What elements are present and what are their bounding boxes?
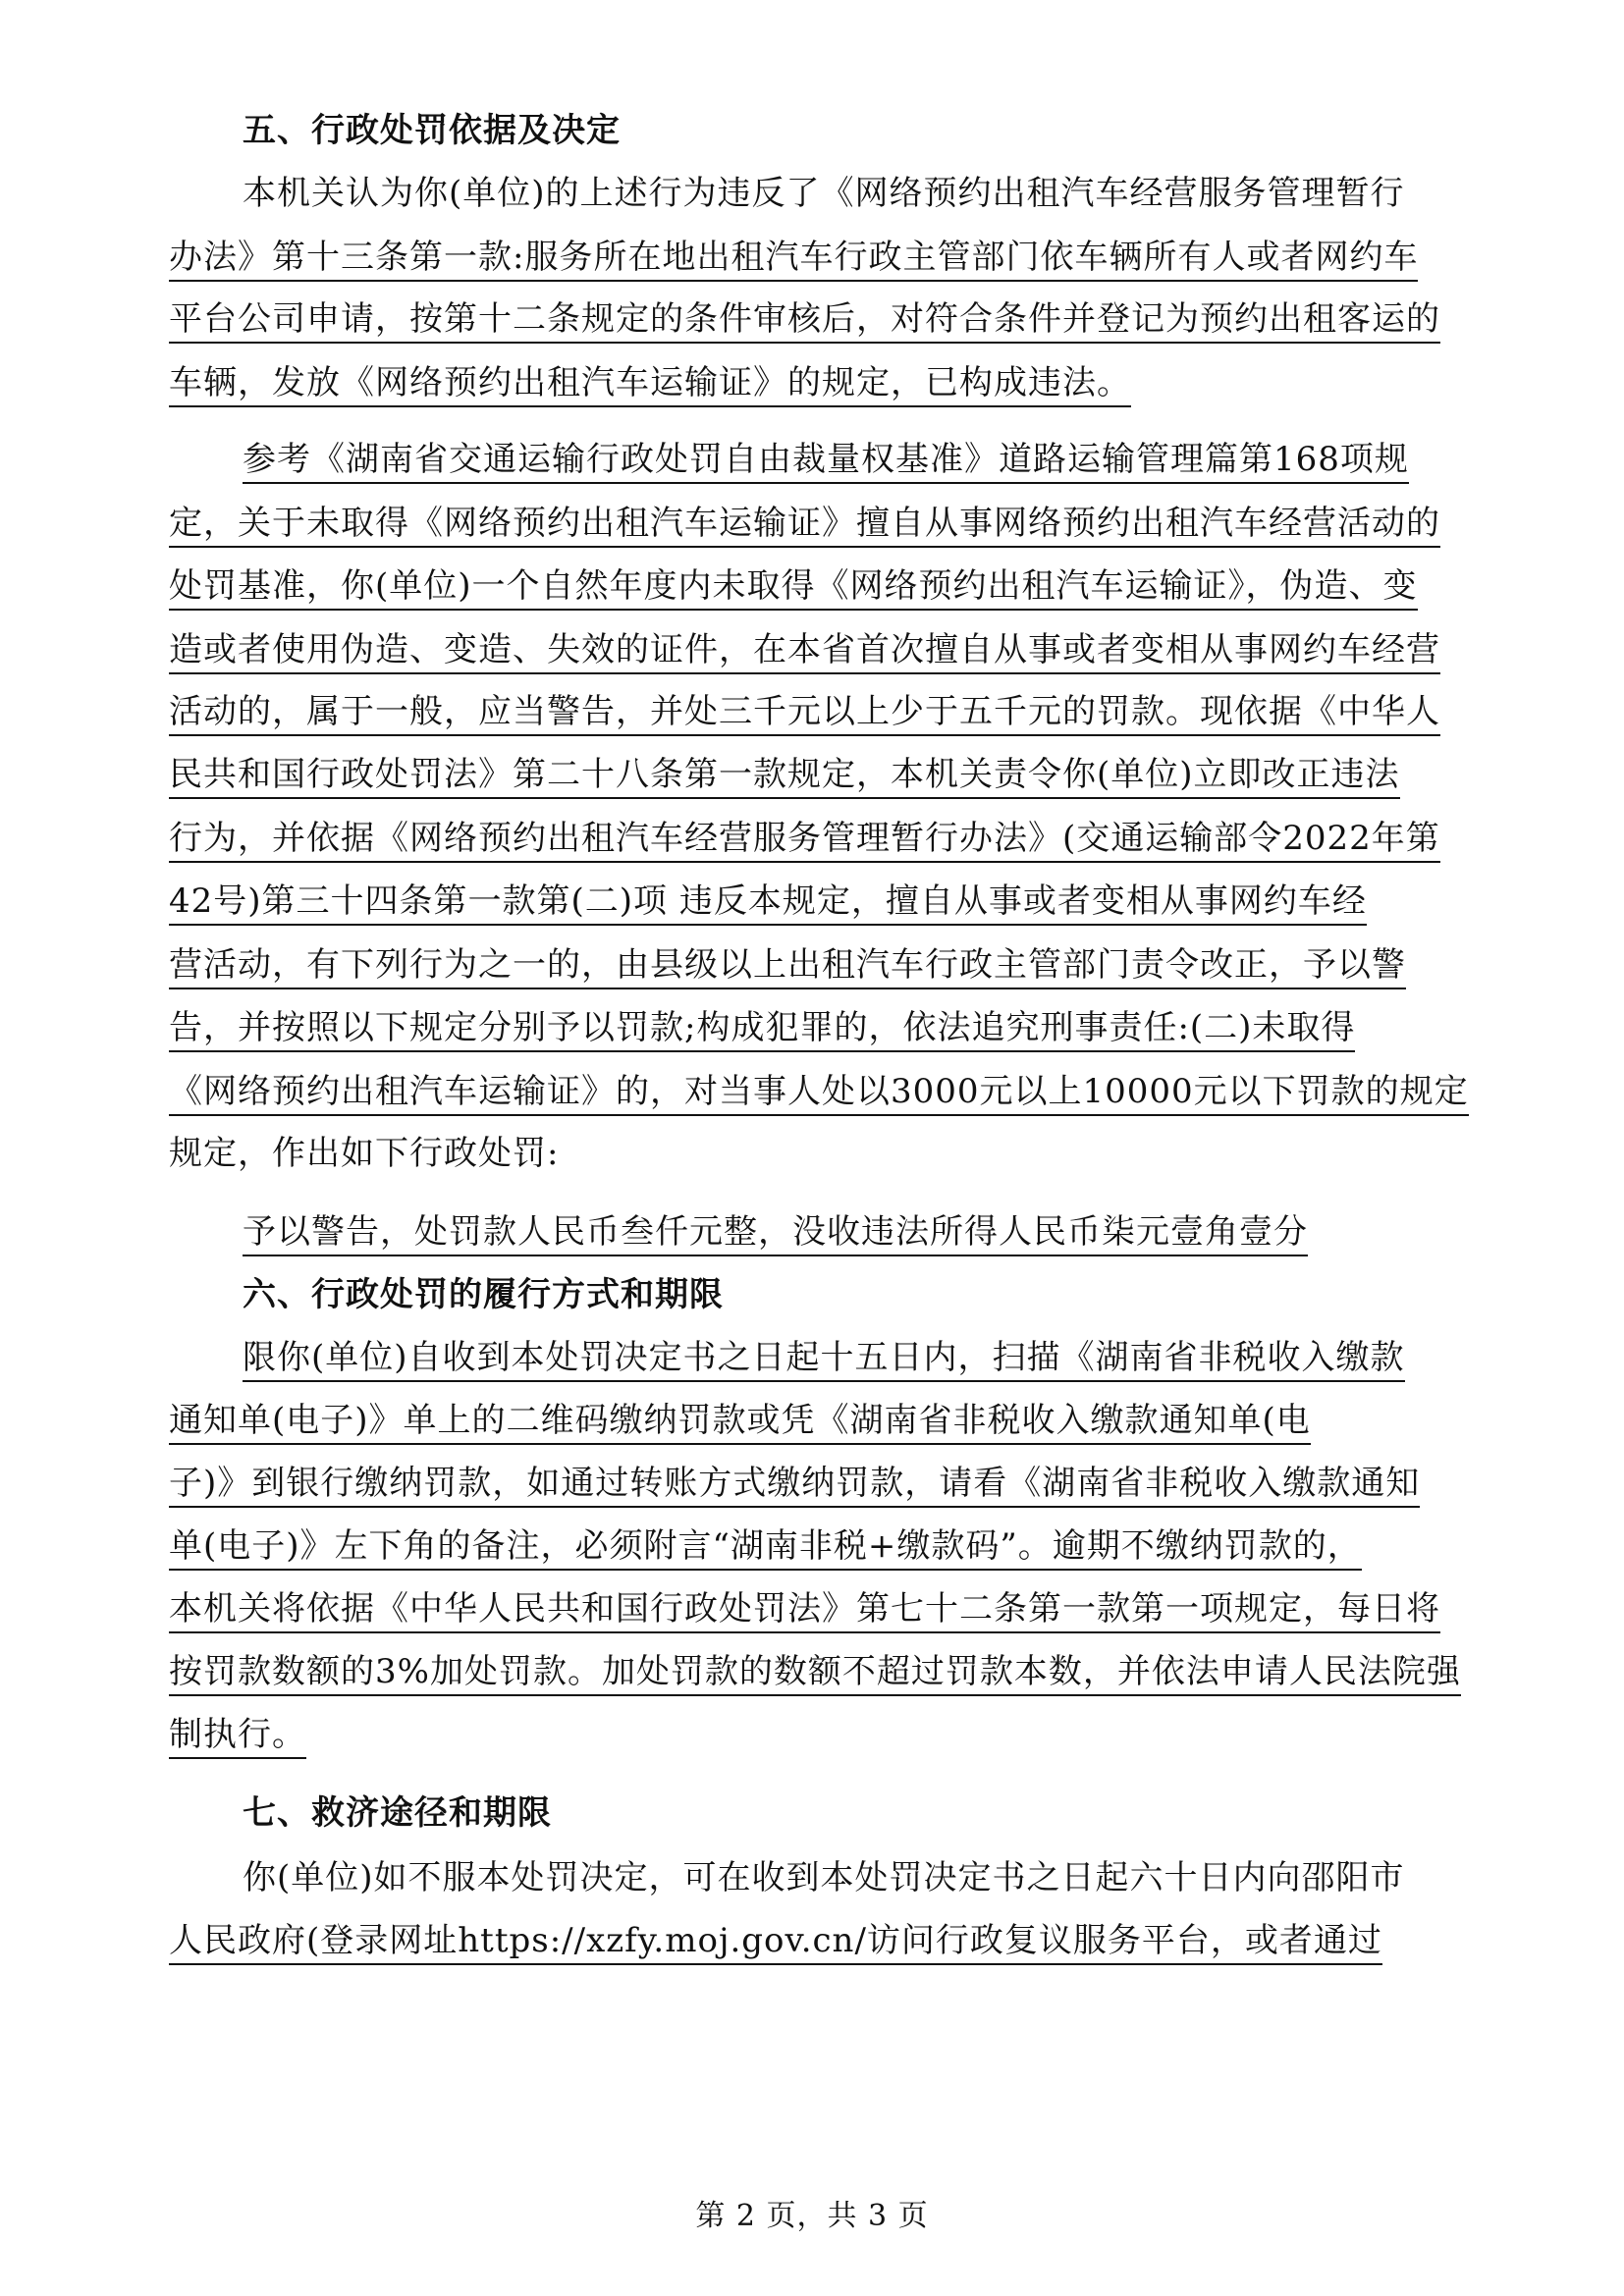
text-line: 按罚款数额的3%加处罚款。加处罚款的数额不超过罚款本数，并依法申请人民法院强	[169, 1647, 1461, 1696]
page-number: 第 2 页，共 3 页	[695, 2199, 929, 2233]
section-heading: 六、行政处罚的履行方式和期限	[243, 1275, 724, 1314]
text-line: 本机关将依据《中华人民共和国行政处罚法》第七十二条第一款第一项规定，每日将	[169, 1584, 1440, 1633]
text-line: 限你(单位)自收到本处罚决定书之日起十五日内，扫描《湖南省非税收入缴款	[243, 1333, 1405, 1382]
penalty-decision: 予以警告，处罚款人民币叁仟元整，没收违法所得人民币柒元壹角壹分	[243, 1207, 1308, 1256]
text-line: 民共和国行政处罚法》第二十八条第一款规定，本机关责令你(单位)立即改正违法	[169, 750, 1400, 799]
text-line: 人民政府(登录网址https://xzfy.moj.gov.cn/访问行政复议服务平台，或者通过	[169, 1916, 1382, 1965]
text-line: 营活动，有下列行为之一的，由县级以上出租汽车行政主管部门责令改正，予以警	[169, 940, 1406, 989]
text-line: 《网络预约出租汽车运输证》的，对当事人处以3000元以上10000元以下罚款的规定	[169, 1067, 1469, 1116]
text-line: 子)》到银行缴纳罚款，如通过转账方式缴纳罚款，请看《湖南省非税收入缴款通知	[169, 1459, 1420, 1508]
text-line: 制执行。	[169, 1710, 306, 1759]
text-line: 本机关认为你(单位)的上述行为违反了《网络预约出租汽车经营服务管理暂行	[243, 174, 1405, 213]
text-line: 活动的，属于一般，应当警告，并处三千元以上少于五千元的罚款。现依据《中华人	[169, 687, 1440, 736]
text-line: 行为，并依据《网络预约出租汽车经营服务管理暂行办法》(交通运输部令2022年第	[169, 814, 1440, 863]
text-line: 你(单位)如不服本处罚决定，可在收到本处罚决定书之日起六十日内向邵阳市	[243, 1858, 1405, 1897]
section-heading: 五、行政处罚依据及决定	[243, 111, 621, 150]
text-line: 单(电子)》左下角的备注，必须附言“湖南非税+缴款码”。逾期不缴纳罚款的，	[169, 1522, 1362, 1571]
text-line: 平台公司申请，按第十二条规定的条件审核后，对符合条件并登记为预约出租客运的	[169, 294, 1440, 344]
text-line: 处罚基准，你(单位)一个自然年度内未取得《网络预约出租汽车运输证》，伪造、变	[169, 561, 1418, 611]
text-line: 参考《湖南省交通运输行政处罚自由裁量权基准》道路运输管理篇第168项规	[243, 435, 1409, 484]
text-line: 造或者使用伪造、变造、失效的证件，在本省首次擅自从事或者变相从事网约车经营	[169, 625, 1440, 674]
text-line: 定，关于未取得《网络预约出租汽车运输证》擅自从事网络预约出租汽车经营活动的	[169, 499, 1440, 548]
text-line: 42号)第三十四条第一款第(二)项 违反本规定，擅自从事或者变相从事网约车经	[169, 877, 1367, 926]
text-line: 车辆，发放《网络预约出租汽车运输证》的规定，已构成违法。	[169, 358, 1131, 407]
section-heading: 七、救济途径和期限	[243, 1793, 552, 1833]
text-line: 规定，作出如下行政处罚:	[169, 1134, 560, 1173]
text-line: 告，并按照以下规定分别予以罚款;构成犯罪的，依法追究刑事责任:(二)未取得	[169, 1003, 1355, 1052]
text-line: 通知单(电子)》单上的二维码缴纳罚款或凭《湖南省非税收入缴款通知单(电	[169, 1396, 1311, 1445]
text-line: 办法》第十三条第一款:服务所在地出租汽车行政主管部门依车辆所有人或者网约车	[169, 233, 1418, 282]
